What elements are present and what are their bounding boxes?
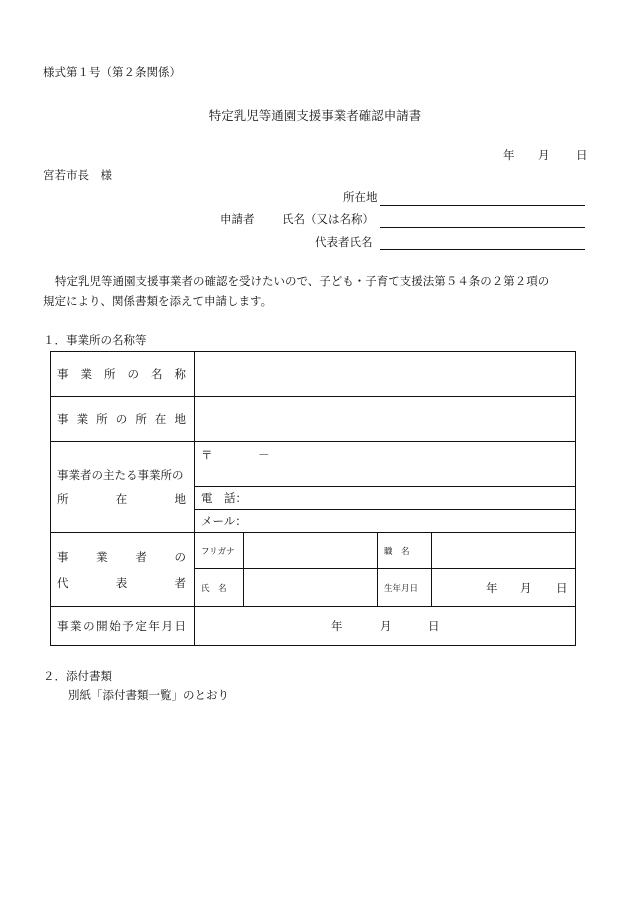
representative-name-line[interactable] <box>380 249 585 250</box>
section-1-heading: １．事業所の名称等 <box>43 333 147 347</box>
body-text-line-1: 特定乳児等通園支援事業者の確認を受けたいので、子ども・子育て支援法第５４条の２第２項の <box>55 274 550 288</box>
applicant-address-label: 所在地 <box>343 190 378 204</box>
email-field[interactable] <box>195 510 576 533</box>
start-year-label: 年 <box>331 619 343 633</box>
birth-year-label: 年 <box>486 581 498 595</box>
section-2-heading: ２．添付書類 <box>43 669 112 683</box>
attachments-text: 別紙「添付書類一覧」のとおり <box>68 688 229 702</box>
office-name-label-cell <box>51 352 195 397</box>
applicant-name-line[interactable] <box>380 227 585 228</box>
birthdate-label: 生年月日 <box>384 583 419 594</box>
birth-month-label: 月 <box>520 581 532 595</box>
email-label: メール： <box>201 514 247 528</box>
applicant-address-line[interactable] <box>380 205 585 206</box>
addressee: 宮若市長 様 <box>43 168 112 182</box>
office-name-label: 事業所の名称 <box>57 367 186 381</box>
office-address-label: 事業所の所在地 <box>57 412 186 426</box>
applicant-name-label: 氏名（又は名称） <box>282 212 374 226</box>
start-date-label-cell <box>51 607 195 646</box>
birthdate-label-cell <box>378 569 432 607</box>
furigana-field[interactable] <box>244 533 378 569</box>
representative-label-cell <box>51 533 195 607</box>
date-year-label: 年 <box>503 148 515 162</box>
main-office-label-line-2: 所在地 <box>57 492 186 506</box>
body-text-line-2: 規定により、関係書類を添えて申請します。 <box>43 294 273 308</box>
form-number: 様式第１号（第２条関係） <box>43 65 181 79</box>
postal-code-field[interactable] <box>195 442 576 487</box>
start-month-label: 月 <box>380 619 392 633</box>
position-field[interactable] <box>432 533 576 569</box>
office-address-field[interactable] <box>195 397 576 442</box>
birthdate-field[interactable] <box>432 569 576 607</box>
office-address-label-cell <box>51 397 195 442</box>
representative-label-line-2: 代表者 <box>57 575 186 590</box>
phone-label: 電 話： <box>201 491 247 505</box>
birth-day-label: 日 <box>556 581 568 595</box>
representative-name-label: 代表者氏名 <box>315 235 373 249</box>
postal-mark: 〒 <box>201 448 213 462</box>
rep-name-field[interactable] <box>244 569 378 607</box>
main-office-label-line-1: 事業者の主たる事業所の <box>57 468 184 482</box>
office-info-table <box>50 351 576 646</box>
applicant-section-label: 申請者 <box>220 212 255 226</box>
position-label-cell <box>378 533 432 569</box>
representative-label-line-1: 事業者の <box>57 549 186 564</box>
postal-dash: － <box>258 448 270 462</box>
start-date-label: 事業の開始予定年月日 <box>57 619 186 633</box>
phone-field[interactable] <box>195 487 576 510</box>
office-name-field[interactable] <box>195 352 576 397</box>
rep-name-label-cell <box>195 569 244 607</box>
furigana-label: フリガナ <box>201 546 235 557</box>
rep-name-label: 氏 名 <box>201 583 227 594</box>
start-day-label: 日 <box>428 619 440 633</box>
page-title: 特定乳児等通園支援事業者確認申請書 <box>208 108 422 123</box>
date-month-label: 月 <box>538 148 550 162</box>
start-date-field[interactable] <box>195 607 576 646</box>
position-label: 職 名 <box>384 546 410 557</box>
furigana-label-cell <box>195 533 244 569</box>
main-office-label-cell <box>51 442 195 533</box>
date-day-label: 日 <box>576 148 588 162</box>
